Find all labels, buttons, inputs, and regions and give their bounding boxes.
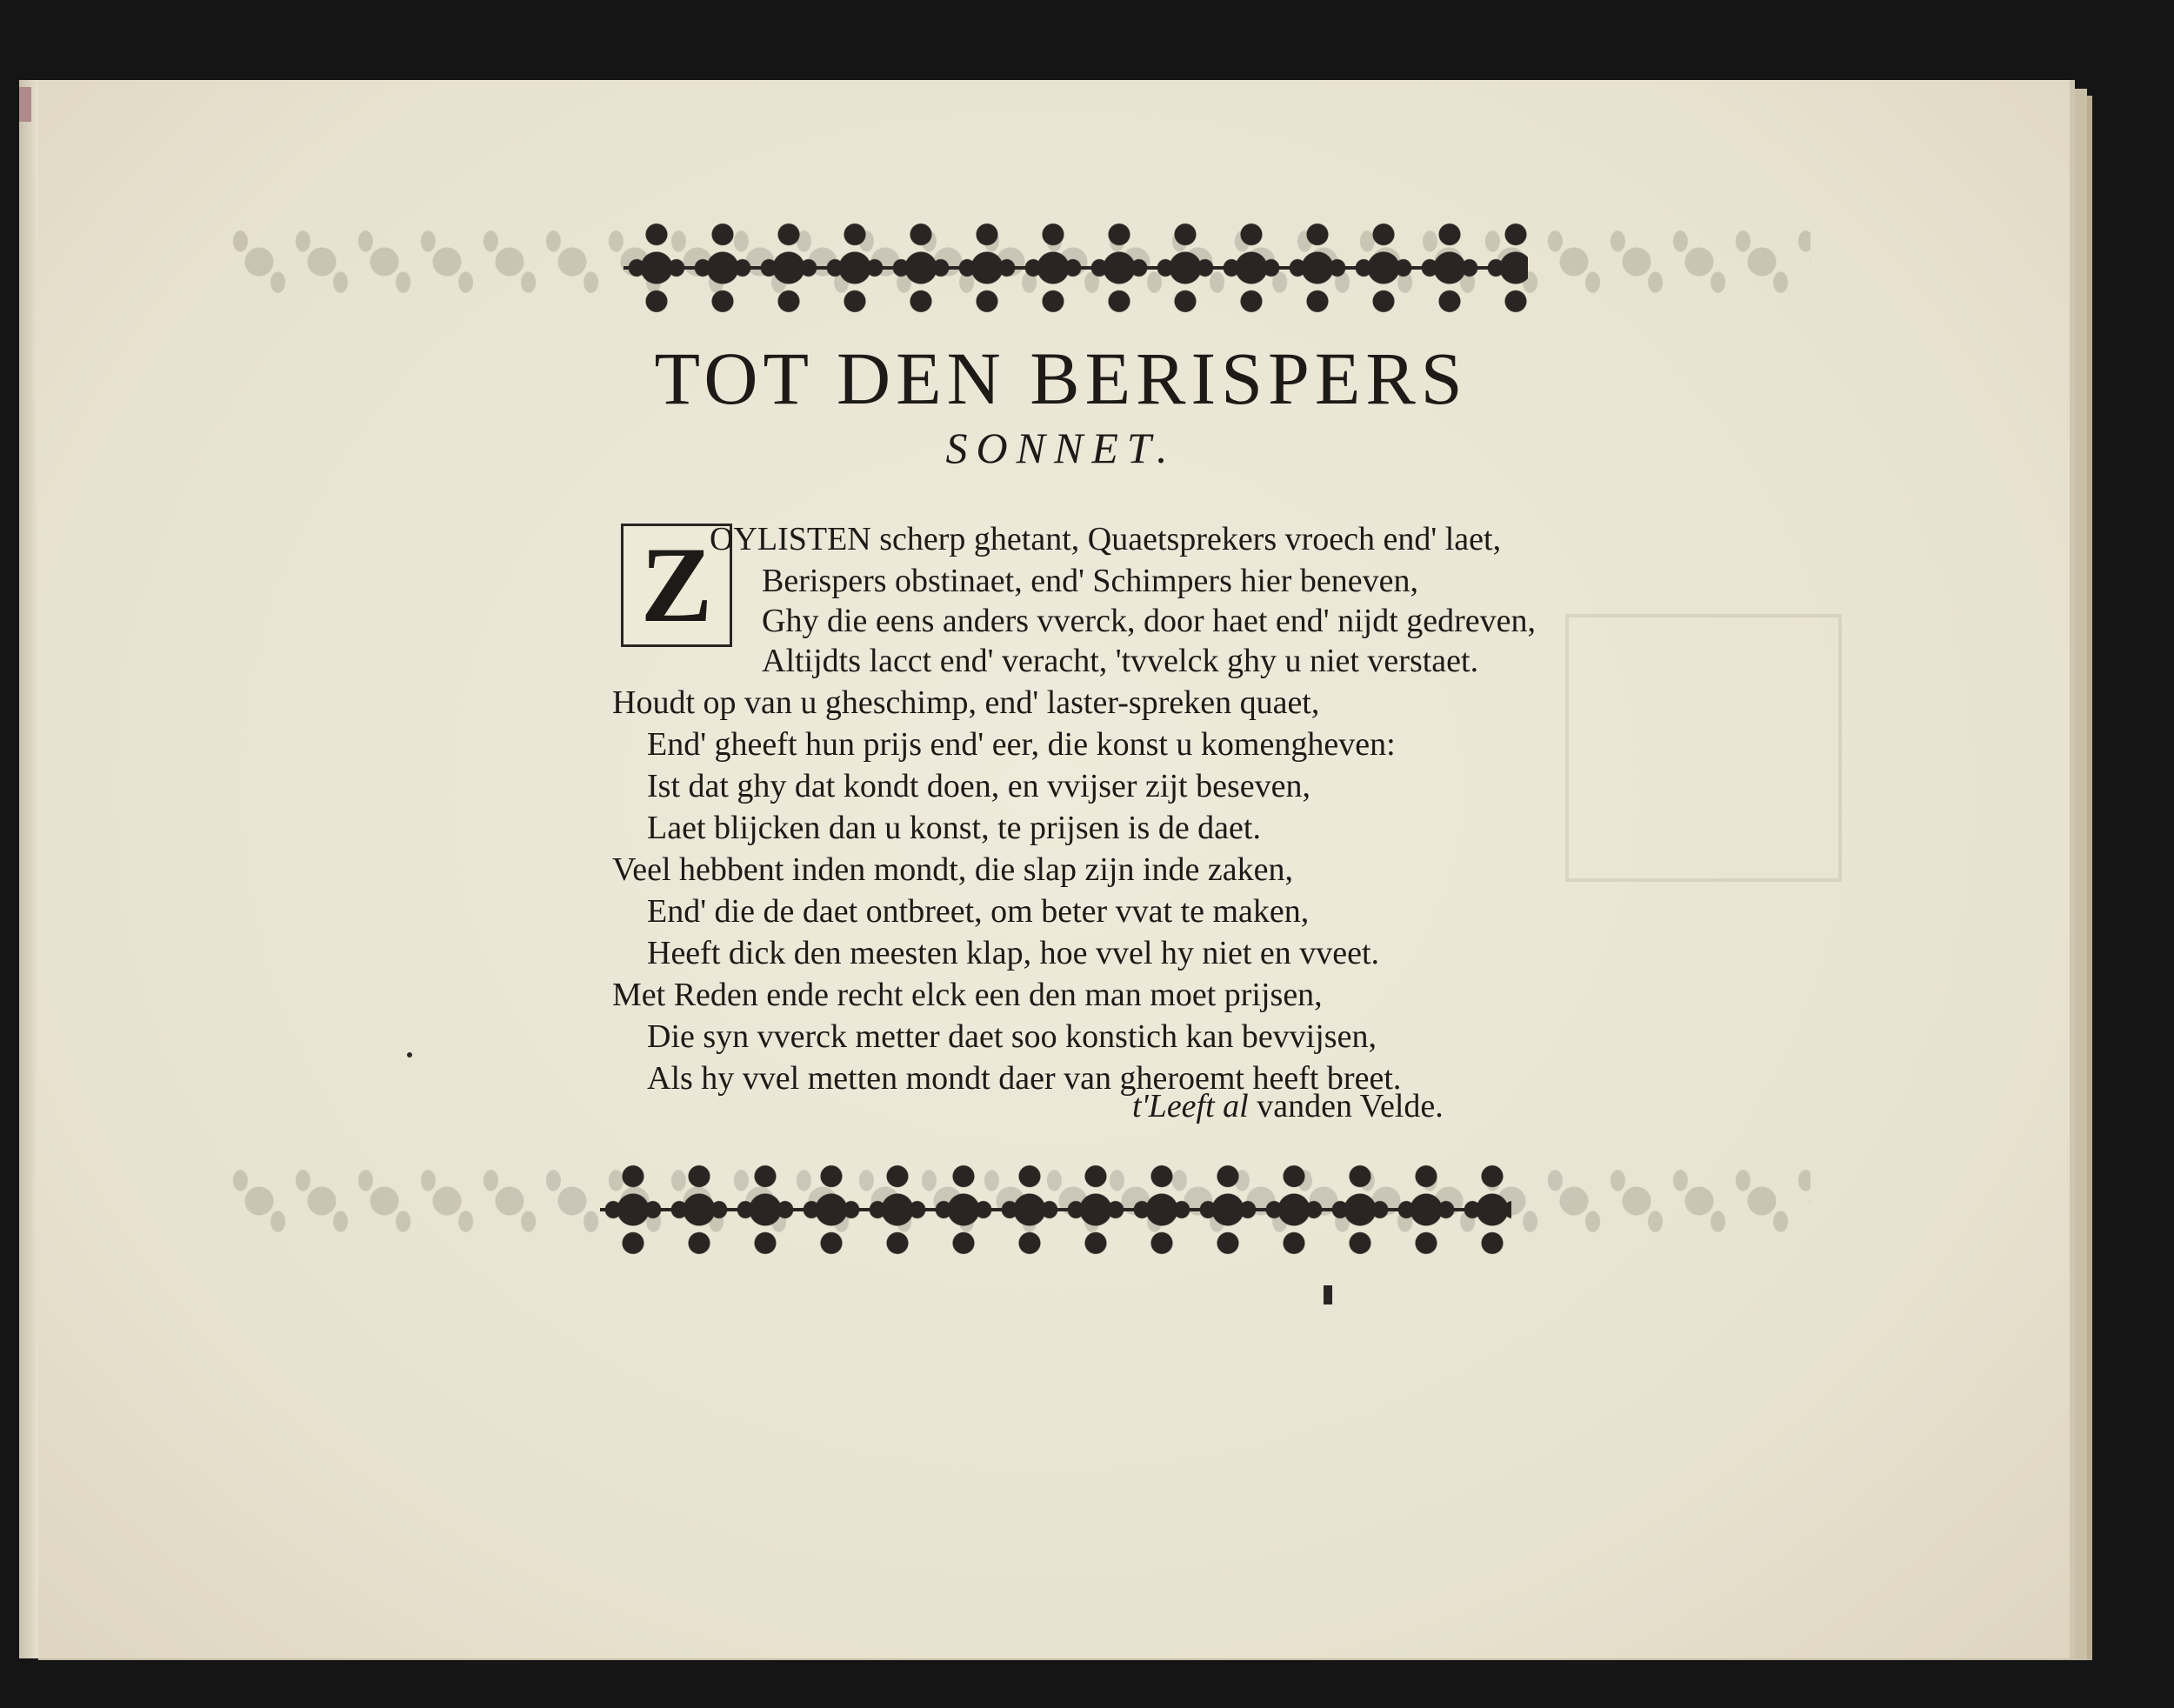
ornamental-border-bottom (600, 1154, 1511, 1265)
page-gutter (19, 80, 38, 1658)
verse-line-1: OYLISTEN scherp ghetant, Quaetsprekers vroech end' laet, (710, 521, 1502, 557)
verse-line-2: Berispers obstinaet, end' Schimpers hier beneven, (762, 563, 1419, 599)
verse-line-13: Die syn vverck metter daet soo konstich kan bevvijsen, (647, 1018, 1377, 1055)
verse-line-9: Veel hebbent inden mondt, die slap zijn inde zaken, (612, 851, 1293, 888)
verse-line-7: Ist dat ghy dat kondt doen, en vvijser zijt beseven, (647, 768, 1310, 804)
ink-speck (407, 1052, 412, 1057)
verse-line-8: Laet blijcken dan u konst, te prijsen is de daet. (647, 810, 1261, 846)
author-signature (1132, 1087, 1444, 1125)
verse-line-4: Altijdts lacct end' veracht, 'tvvelck ghy u niet verstaet. (762, 643, 1479, 679)
binding-mark (19, 87, 31, 122)
signature-name: vanden Velde. (1257, 1088, 1444, 1124)
verse-line-5: Houdt op van u gheschimp, end' laster-spreken quaet, (612, 684, 1320, 721)
bleed-through-initial (1565, 614, 1842, 882)
ornamental-border-top (624, 212, 1528, 324)
verse-line-10: End' die de daet ontbreet, om beter vvat te maken, (647, 893, 1310, 930)
page-subtitle: SONNET. (945, 424, 1177, 472)
verse-line-14: Als hy vvel metten mondt daer van gheroemt heeft breet. (647, 1060, 1402, 1097)
verse-line-3: Ghy die eens anders vverck, door haet end' nijdt gedreven, (762, 603, 1537, 639)
page-title: TOT DEN BERISPERS (654, 337, 1468, 420)
signature-mark (1324, 1285, 1332, 1304)
verse-line-11: Heeft dick den meesten klap, hoe vvel hy niet en vveet. (647, 935, 1380, 971)
verse-line-12: Met Reden ende recht elck een den man moet prijsen, (612, 977, 1323, 1013)
drop-cap-initial: Z (621, 524, 732, 647)
verse-line-6: End' gheeft hun prijs end' eer, die konst u komengheven: (647, 726, 1396, 763)
signature-motto: t'Leeft al (1132, 1088, 1249, 1124)
